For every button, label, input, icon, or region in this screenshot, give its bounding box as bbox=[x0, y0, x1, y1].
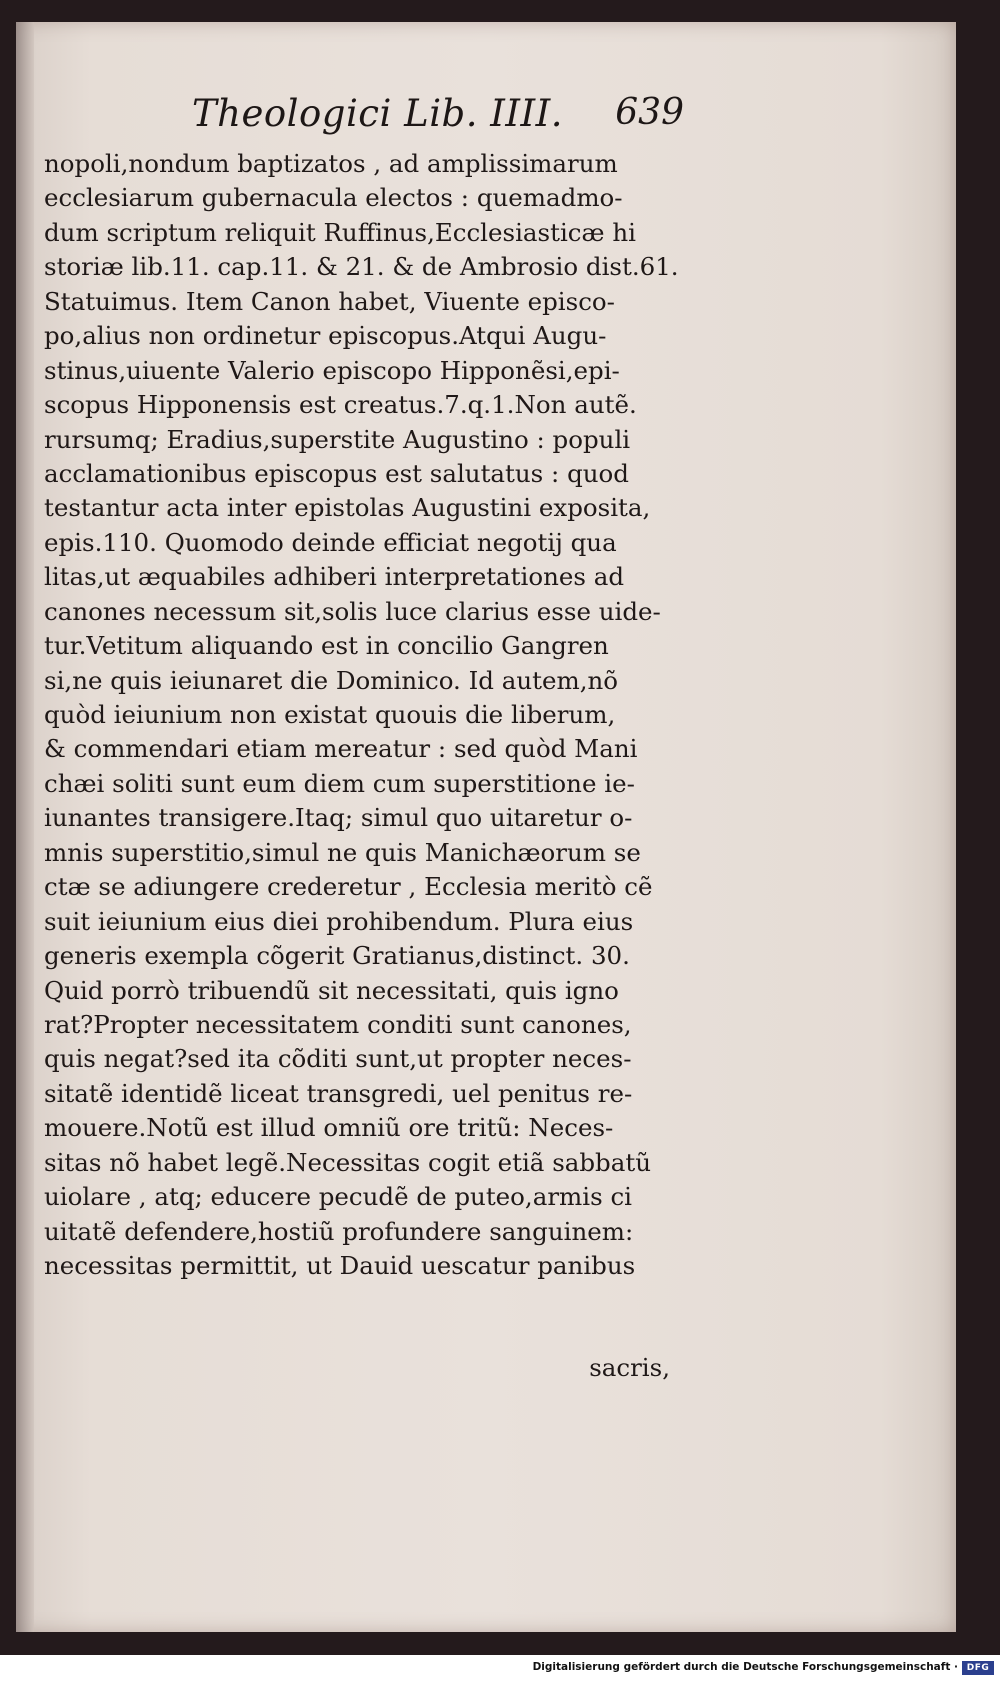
text-line: sitatẽ identidẽ liceat transgredi, uel penitus re- bbox=[44, 1078, 633, 1108]
text-line: generis exempla cõgerit Gratianus,distinct. 30. bbox=[44, 941, 630, 971]
text-line: suit ieiunium eius diei prohibendum. Plura eius bbox=[44, 906, 634, 936]
text-line: tur.Vetitum aliquando est in concilio Gangren bbox=[44, 631, 609, 661]
text-line: litas,ut æquabiles adhiberi interpretationes ad bbox=[44, 562, 625, 592]
catchword: sacris, bbox=[589, 1353, 670, 1382]
text-line: storiæ lib.11. cap.11. & 21. & de Ambrosio dist.61. bbox=[44, 252, 679, 282]
text-line: uitatẽ defendere,hostiũ profundere sanguinem: bbox=[44, 1216, 634, 1246]
text-line: stinus,uiuente Valerio episcopo Hipponẽsi,epi- bbox=[44, 355, 620, 385]
text-line: uiolare , atq; educere pecudẽ de puteo,armis ci bbox=[44, 1182, 633, 1212]
text-line: quòd ieiunium non existat quouis die liberum, bbox=[44, 700, 616, 729]
text-line: ecclesiarum gubernacula electos : quemadmo- bbox=[44, 183, 623, 213]
text-line: & commendari etiam mereatur : sed quòd Mani bbox=[44, 734, 638, 764]
body-text bbox=[44, 147, 684, 1283]
text-line: acclamationibus episcopus est salutatus : quod bbox=[44, 458, 629, 488]
text-line: iunantes transigere.Itaq; simul quo uitaretur o- bbox=[44, 803, 633, 833]
text-line: rursumq; Eradius,superstite Augustino : populi bbox=[44, 424, 631, 454]
text-line: ctæ se adiungere crederetur , Ecclesia meritò cẽ bbox=[44, 872, 653, 902]
text-line: nopoli,nondum baptizatos , ad amplissimarum bbox=[44, 149, 618, 178]
running-head bbox=[44, 92, 684, 148]
text-line: testantur acta inter epistolas Augustini exposita, bbox=[44, 493, 651, 523]
text-line: sitas nõ habet legẽ.Necessitas cogit etiã sabbatũ bbox=[44, 1147, 651, 1177]
running-title: Theologici Lib. IIII. bbox=[192, 92, 563, 135]
text-line: scopus Hipponensis est creatus.7.q.1.Non autẽ. bbox=[44, 390, 637, 420]
page-number: 639 bbox=[615, 92, 684, 133]
funding-credit: Digitalisierung gefördert durch die Deutsche Forschungsgemeinschaft · bbox=[532, 1661, 958, 1673]
page-gutter-shadow bbox=[16, 22, 34, 1632]
text-line: si,ne quis ieiunaret die Dominico. Id autem,nõ bbox=[44, 665, 619, 695]
text-line: quis negat?sed ita cõditi sunt,ut propter neces- bbox=[44, 1044, 632, 1074]
digitization-footer bbox=[0, 1655, 1000, 1684]
text-line: po,alius non ordinetur episcopus.Atqui Augu- bbox=[44, 321, 607, 351]
text-line: canones necessum sit,solis luce clarius esse uide- bbox=[44, 596, 661, 626]
text-line: mnis superstitio,simul ne quis Manichæorum se bbox=[44, 837, 641, 867]
text-line: Quid porrò tribuendũ sit necessitati, quis igno bbox=[44, 975, 619, 1005]
text-line: rat?Propter necessitatem conditi sunt canones, bbox=[44, 1009, 632, 1039]
text-line: necessitas permittit, ut Dauid uescatur panibus bbox=[44, 1251, 636, 1280]
text-line: Statuimus. Item Canon habet, Viuente episco- bbox=[44, 286, 615, 316]
text-line: chæi soliti sunt eum diem cum superstitione ie- bbox=[44, 768, 635, 798]
text-line: epis.110. Quomodo deinde efficiat negotij qua bbox=[44, 527, 617, 557]
dfg-logo-icon: DFG bbox=[962, 1661, 994, 1675]
text-line: mouere.Notũ est illud omniũ ore tritũ: Neces- bbox=[44, 1113, 614, 1143]
text-line: dum scriptum reliquit Ruffinus,Ecclesiasticæ hi bbox=[44, 217, 636, 247]
